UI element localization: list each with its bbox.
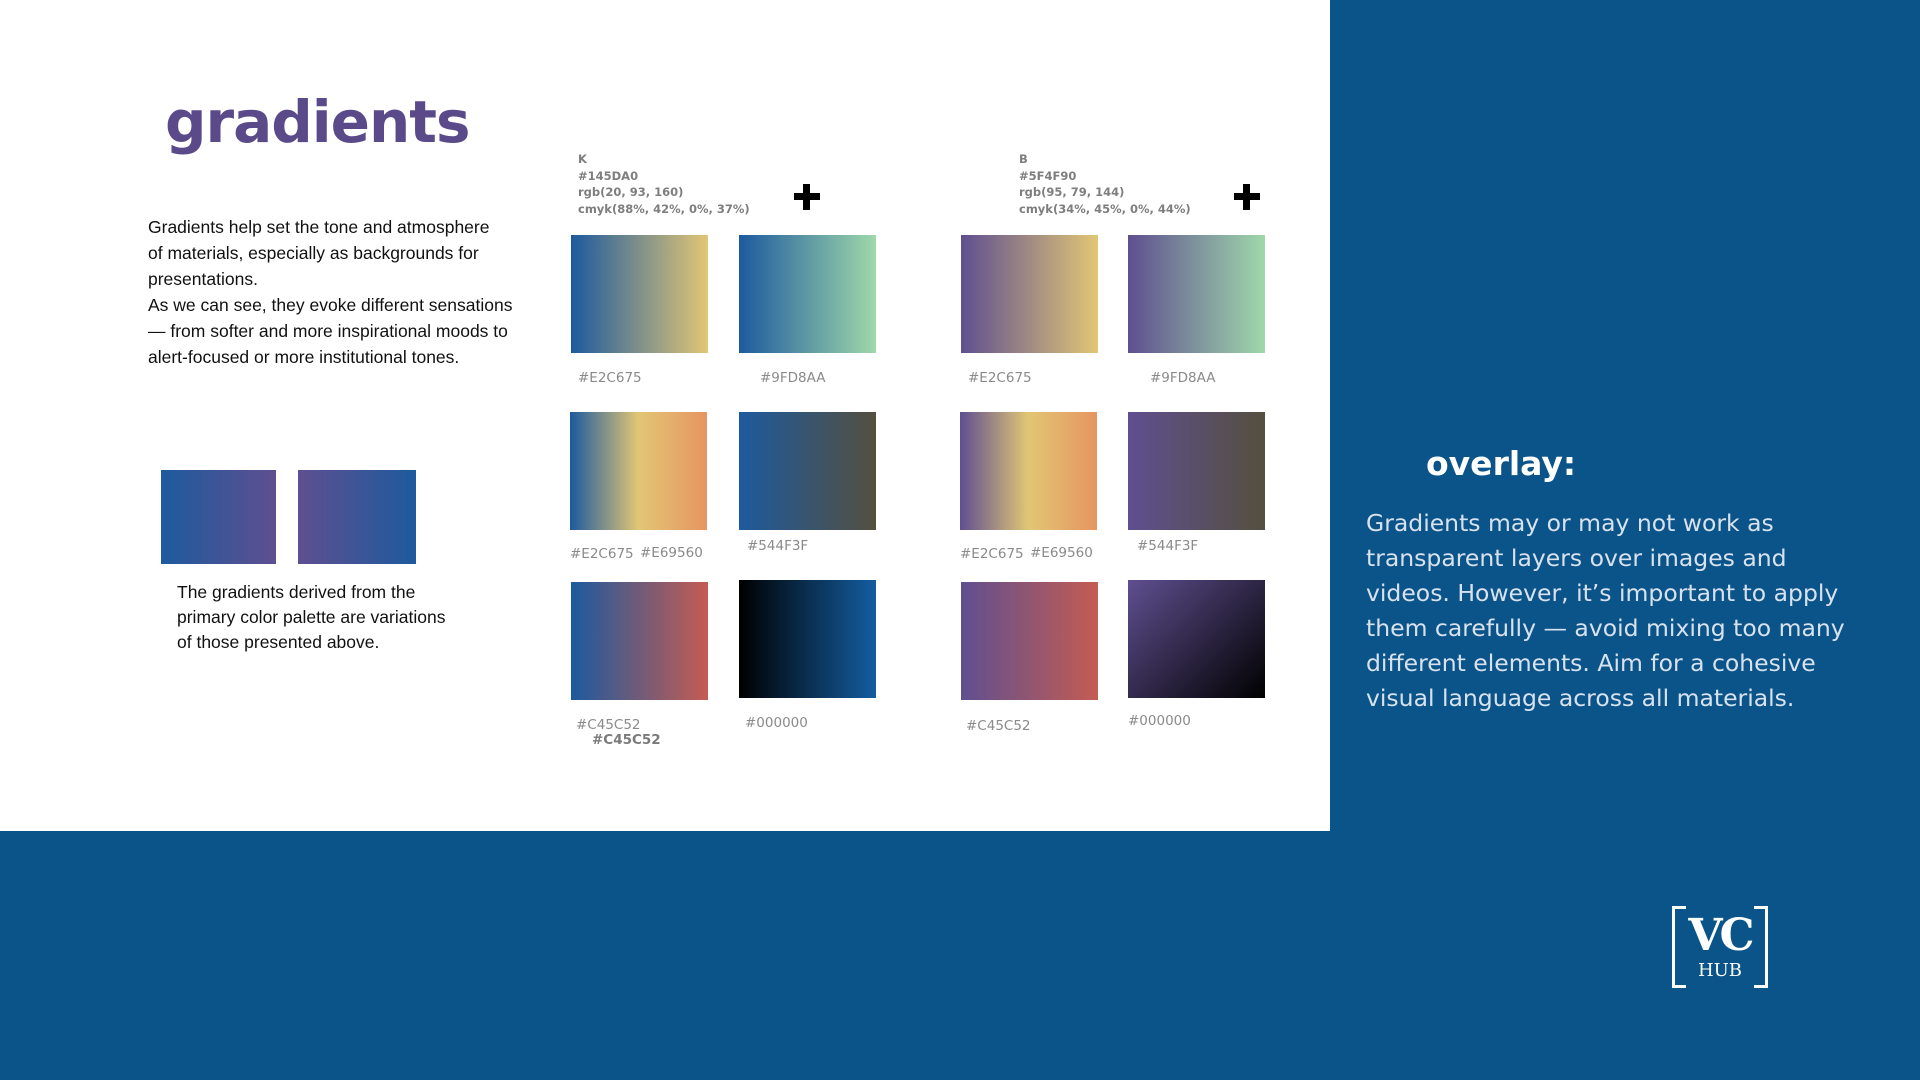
gradient-swatch [1128,235,1265,353]
overlay-description: Gradients may or may not work as transparent layers over images and videos. However, it’s important to apply them carefully — avoid mixing too many different elements. Aim for a cohesive visual language across all materials. [1366,509,1845,712]
palette-letter: K [578,152,587,166]
plus-icon [1234,184,1260,210]
swatch-hex-label: #C45C52 [576,717,641,733]
palette-cmyk: cmyk(34%, 45%, 0%, 44%) [1019,201,1191,216]
swatch-hex-label: #544F3F [747,538,809,554]
swatch-hex-label: #544F3F [1137,538,1199,554]
intro-paragraph: Gradients help set the tone and atmosphere of materials, especially as backgrounds for presentations. [148,217,490,289]
slide-title: gradients [165,88,470,156]
swatch-hex-label: #000000 [745,715,808,731]
logo-text-bottom: HUB [1697,960,1743,981]
gradient-swatch [960,412,1097,530]
palette-cmyk: cmyk(88%, 42%, 0%, 37%) [578,201,750,216]
swatch-hex-label: #9FD8AA [760,370,826,386]
swatch-hex-label: #E2C675 [960,546,1024,562]
palette-rgb: rgb(20, 93, 160) [578,185,684,199]
swatch-hex-label: #000000 [1128,713,1191,729]
palette-hex: #5F4F90 [1019,168,1077,183]
swatch-hex-label: #9FD8AA [1150,370,1216,386]
palette-spec-b [1019,151,1191,217]
primary-gradient-swatch [298,470,416,564]
overlay-heading: overlay: [1426,444,1577,483]
caption-text: The gradients derived from the primary color palette are variations of those presented above. [177,582,446,652]
gradient-swatch [961,582,1098,700]
gradient-swatch [1128,580,1265,698]
gradient-swatch [571,235,708,353]
palette-letter: B [1019,152,1028,166]
logo-text-top: VC [1688,910,1752,961]
swatch-hex-label: #E2C675 [968,370,1032,386]
swatch-hex-label: #E2C675 [570,546,634,562]
swatch-hex-label: #C45C52 [966,718,1031,734]
palette-rgb: rgb(95, 79, 144) [1019,185,1125,199]
primary-gradient-swatch [161,470,276,564]
intro-paragraph: As we can see, they evoke different sensations — from softer and more inspirational moods to alert-focused or more institutional tones. [148,295,513,367]
swatch-hex-label: #E2C675 [578,370,642,386]
gradient-swatch [739,235,876,353]
gradient-swatch [1128,412,1265,530]
palette-hex: #145DA0 [578,168,639,183]
primary-gradients-caption [177,580,497,655]
palette-spec-k [578,151,750,217]
intro-text [148,214,568,370]
swatch-hex-label: #E69560 [640,545,703,561]
swatch-hex-label: #C45C52 [592,732,661,748]
gradient-swatch [570,412,707,530]
swatch-hex-label: #E69560 [1030,545,1093,561]
gradient-swatch [739,580,876,698]
plus-icon [794,184,820,210]
gradient-swatch [739,412,876,530]
gradient-swatch [571,582,708,700]
vc-hub-logo [1672,906,1768,992]
gradient-swatch [961,235,1098,353]
